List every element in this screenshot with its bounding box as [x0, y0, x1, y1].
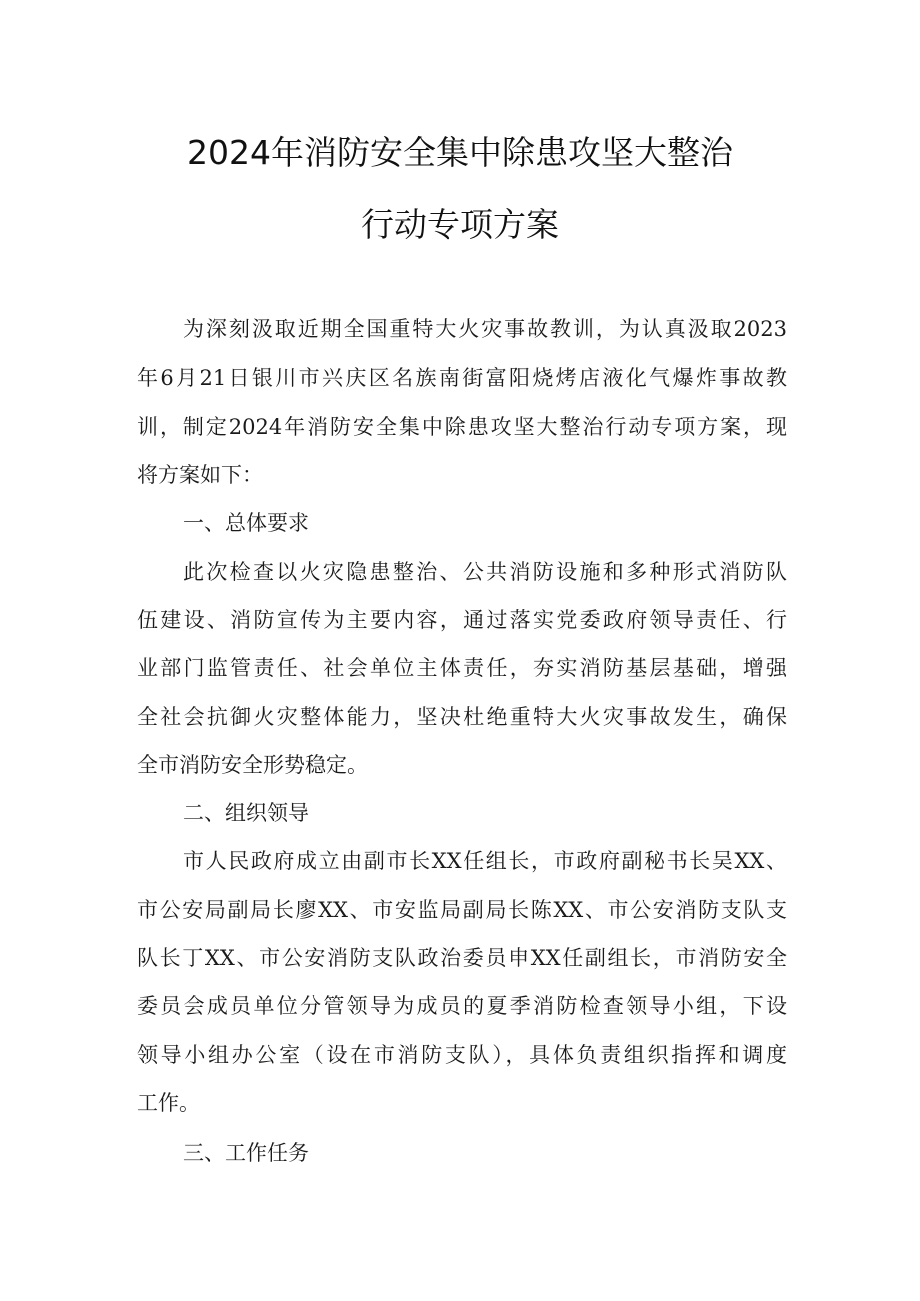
- intro-line: 将方案如下：: [137, 463, 263, 487]
- section2-line: 委员会成员单位分管领导为成员的夏季消防检查领导小组，下设: [137, 994, 787, 1018]
- section2-line: 市公安局副局长廖XX、市安监局副局长陈XX、市公安消防支队支: [137, 898, 787, 922]
- section2-line: 市人民政府成立由副市长XX任组长，市政府副秘书长吴XX、: [183, 849, 787, 873]
- section-heading-work-tasks: 三、工作任务: [183, 1141, 309, 1165]
- section2-line: 工作。: [137, 1091, 200, 1115]
- section2-line: 队长丁XX、市公安消防支队政治委员申XX任副组长，市消防安全: [137, 946, 787, 970]
- intro-line: 为深刻汲取近期全国重特大火灾事故教训，为认真汲取2023: [183, 317, 787, 341]
- document-title-line-2: 行动专项方案: [361, 205, 559, 244]
- section-heading-organization-leadership: 二、组织领导: [183, 801, 309, 825]
- section1-line: 此次检查以火灾隐患整治、公共消防设施和多种形式消防队: [183, 560, 787, 584]
- section-heading-general-requirements: 一、总体要求: [183, 511, 309, 535]
- section1-line: 全市消防安全形势稳定。: [137, 753, 368, 777]
- section1-line: 伍建设、消防宣传为主要内容，通过落实党委政府领导责任、行: [137, 608, 787, 632]
- section1-line: 全社会抗御火灾整体能力，坚决杜绝重特大火灾事故发生，确保: [137, 705, 787, 729]
- section1-line: 业部门监管责任、社会单位主体责任，夯实消防基层基础，增强: [137, 656, 787, 680]
- document-title-line-1: 2024年消防安全集中除患攻坚大整治: [187, 133, 733, 172]
- intro-line: 年6月21日银川市兴庆区名族南街富阳烧烤店液化气爆炸事故教: [137, 366, 787, 390]
- intro-line: 训，制定2024年消防安全集中除患攻坚大整治行动专项方案，现: [137, 415, 787, 439]
- section2-line: 领导小组办公室（设在市消防支队），具体负责组织指挥和调度: [137, 1043, 787, 1067]
